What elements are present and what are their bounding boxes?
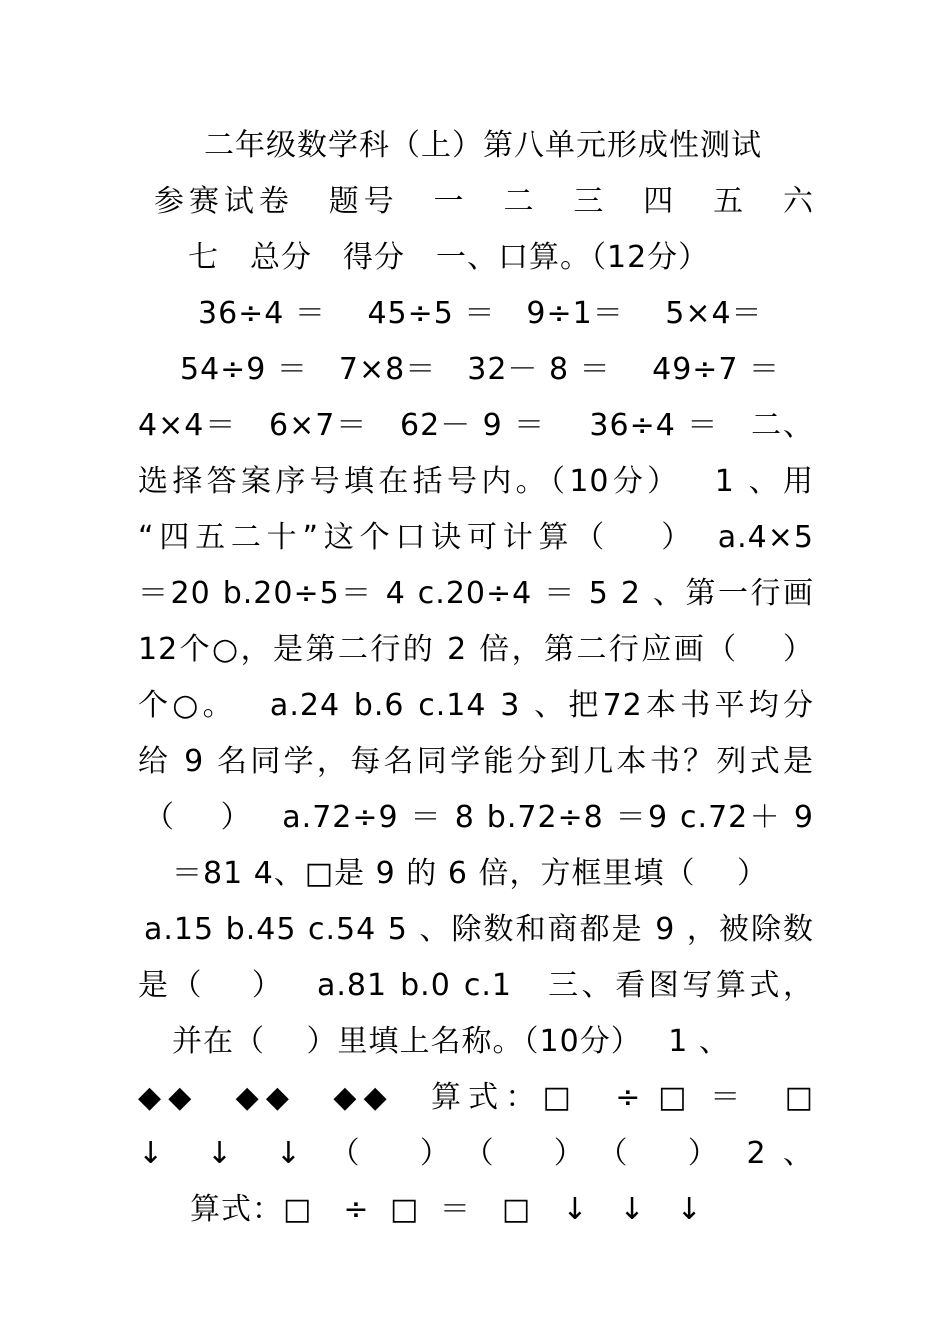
text-line: 54÷9 ＝ 7×8＝ 32－ 8 ＝ 49÷7 ＝ [180,352,781,387]
text-line: 36÷4 ＝ 45÷5 ＝ 9÷1＝ 5×4＝ [198,296,763,331]
text-line: （ ） a.72÷9 ＝ 8 b.72÷8 ＝9 c.72＋ 9 [144,800,814,835]
exam-document [138,118,814,1238]
text-line: “四五二十”这个口诀可计算（ ） a.4×5 [138,520,814,555]
text-line: 12个○，是第二行的 2 倍，第二行应画（ ） [138,632,814,667]
text-line: ＝81 4、□是 9 的 6 倍，方框里填（ ） [172,856,768,891]
text-line: 个○。 a.24 b.6 c.14 3 、把72本书平均分 [138,688,814,723]
text-line: 给 9 名同学，每名同学能分到几本书？列式是 [138,744,814,779]
text-line: 选择答案序号填在括号内。（10分） 1 、用 [138,464,814,499]
picture-row-diamonds: ◆◆ ◆◆ ◆◆ 算式：□ ÷ □ ＝ □ [138,1080,814,1115]
text-line: 七 总分 得分 一、口算。（12分） [188,240,710,275]
picture-row-arrows: ↓ ↓ ↓ （ ） （ ） （ ） 2 、 [138,1136,814,1171]
text-line: 并在（ ）里填上名称。（10分） 1 、 [172,1024,730,1059]
text-line: 参赛试卷 题号 一 二 三 四 五 六 [154,184,814,219]
text-line: ＝20 b.20÷5＝ 4 c.20÷4 ＝ 5 2 、第一行画 [138,576,814,611]
text-line: 算式：□ ÷ □ ＝ □ ↓ ↓ ↓ [190,1192,703,1227]
text-line: 4×4＝ 6×7＝ 62－ 9 ＝ 36÷4 ＝ 二、 [138,408,814,443]
text-line: a.15 b.45 c.54 5 、除数和商都是 9 ，被除数 [144,912,814,947]
text-line: 是（ ） a.81 b.0 c.1 三、看图写算式， [138,968,814,1003]
document-title: 二年级数学科（上）第八单元形成性测试 [204,128,762,163]
